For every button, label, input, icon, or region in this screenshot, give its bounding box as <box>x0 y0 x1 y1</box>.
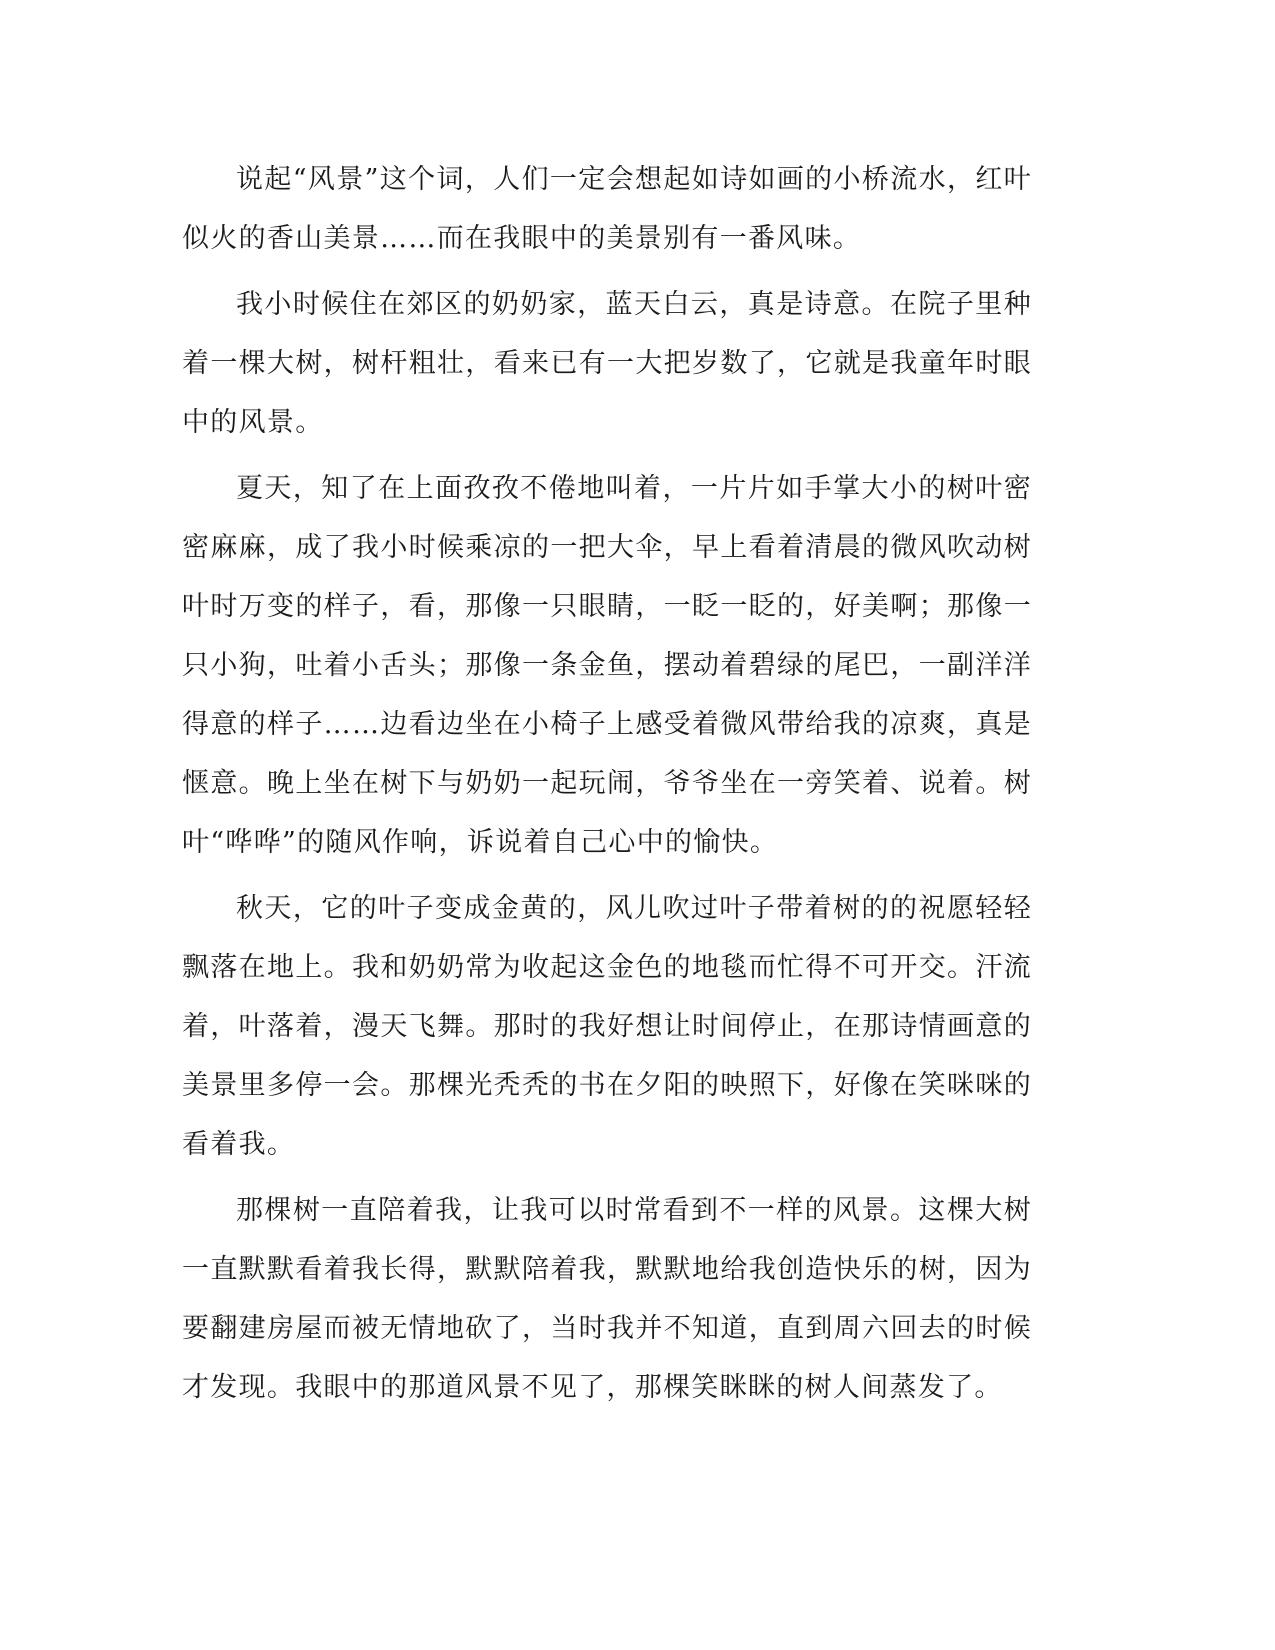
paragraph-4: 秋天，它的叶子变成金黄的，风儿吹过叶子带着树的的祝愿轻轻飘落在地上。我和奶奶常为收起这金色的地毯而忙得不可开交。汗流着，叶落着，漫天飞舞。那时的我好想让时间停止，在那诗情画意的美景里多停一会。那棵光秃秃的书在夕阳的映照下，好像在笑咪咪的看着我。 <box>182 893 1032 1160</box>
paragraph-2: 我小时候住在郊区的奶奶家，蓝天白云，真是诗意。在院子里种着一棵大树，树杆粗壮，看来已有一大把岁数了，它就是我童年时眼中的风景。 <box>182 289 1032 438</box>
paragraph-1: 说起“风景”这个词，人们一定会想起如诗如画的小桥流水，红叶似火的香山美景……而在我眼中的美景别有一番风味。 <box>182 164 1032 254</box>
document-page <box>182 150 1032 1424</box>
paragraph-5: 那棵树一直陪着我，让我可以时常看到不一样的风景。这棵大树一直默默看着我长得，默默陪着我，默默地给我创造快乐的树，因为要翻建房屋而被无情地砍了，当时我并不知道，直到周六回去的时候才发现。我眼中的那道风景不见了，那棵笑眯眯的树人间蒸发了。 <box>182 1195 1032 1403</box>
paragraph-3: 夏天，知了在上面孜孜不倦地叫着，一片片如手掌大小的树叶密密麻麻，成了我小时候乘凉的一把大伞，早上看着清晨的微风吹动树叶时万变的样子，看，那像一只眼睛，一眨一眨的，好美啊；那像一只小狗，吐着小舌头；那像一条金鱼，摆动着碧绿的尾巴，一副洋洋得意的样子……边看边坐在小椅子上感受着微风带给我的凉爽，真是惬意。晚上坐在树下与奶奶一起玩闹，爷爷坐在一旁笑着、说着。树叶“哗哗”的随风作响，诉说着自己心中的愉快。 <box>182 473 1032 858</box>
